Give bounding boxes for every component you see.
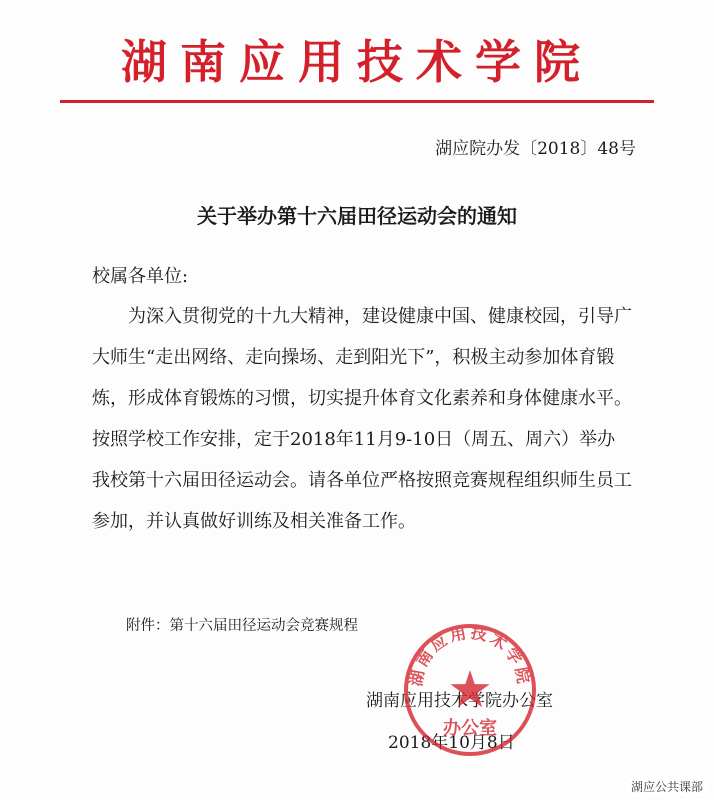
official-seal-icon (402, 622, 538, 758)
document-title: 关于举办第十六届田径运动会的通知 (197, 204, 517, 228)
body-paragraph-container (92, 296, 632, 542)
signature-organization: 湖南应用技术学院办公室 (366, 691, 553, 711)
watermark-label: 湖应公共课部 (628, 777, 706, 796)
institution-header: 湖南应用技术学院 (121, 35, 593, 89)
document-number: 湖应院办发〔2018〕48号 (435, 139, 636, 159)
addressee: 校属各单位: (92, 266, 189, 287)
header-red-rule (60, 100, 654, 103)
attachment-line: 附件：第十六届田径运动会竞赛规程 (126, 618, 358, 634)
seal-ring-text: 湖南应用技术学院 (406, 622, 534, 688)
seal-center-text: 办公室 (443, 718, 497, 739)
signature-date: 2018年10月8日 (388, 733, 515, 753)
body-paragraph: 为深入贯彻党的十九大精神，建设健康中国、健康校园，引导广大师生“走出网络、走向操场、走到阳光下”，积极主动参加体育锻炼，形成体育锻炼的习惯，切实提升体育文化素养和身体健康水平。按照学校工作安排，定于2018年11月9-10日（周五、周六）举办我校第十六届田径运动会。请各单位严格按照竞赛规程组织师生员工参加，并认真做好训练及相关准备工作。 (92, 306, 632, 532)
